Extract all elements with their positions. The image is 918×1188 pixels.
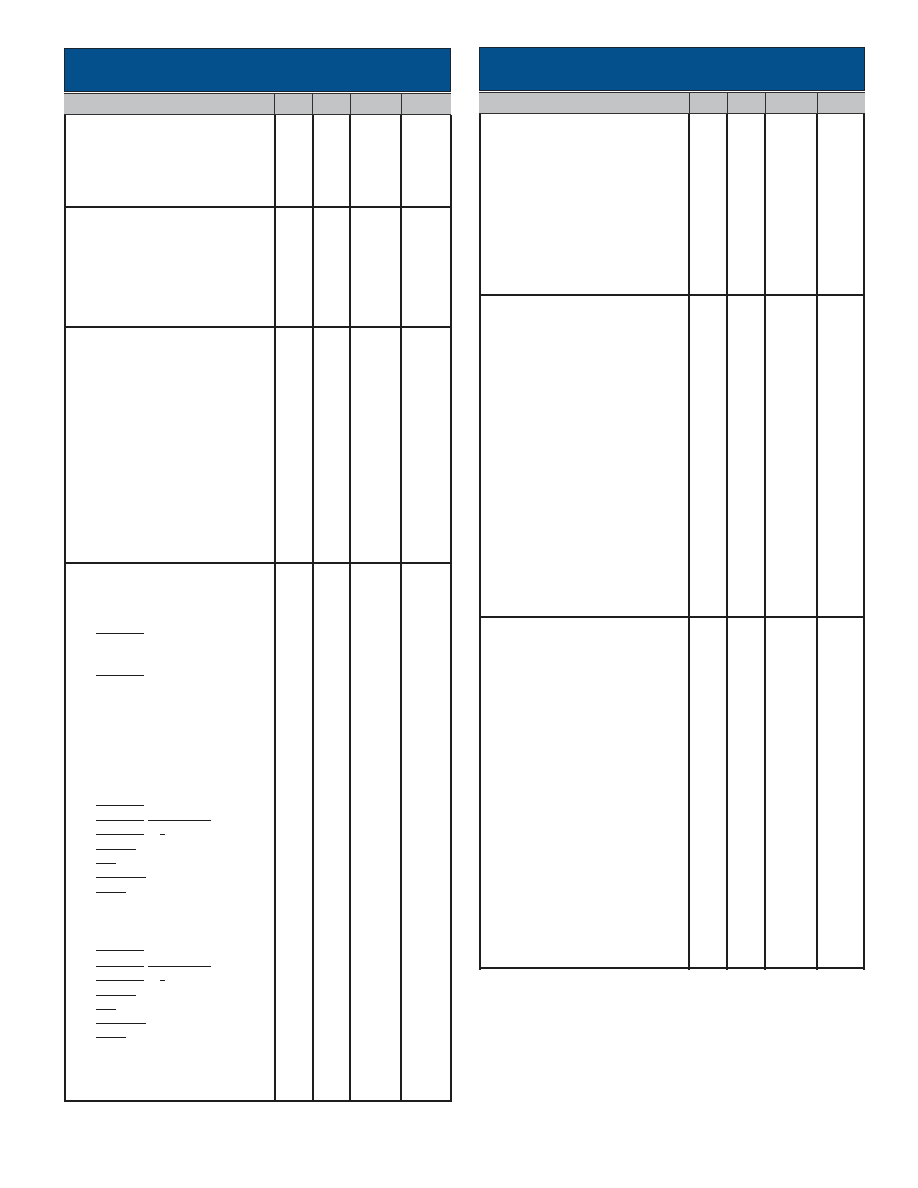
right-col-divider-3	[764, 114, 766, 970]
right-table-title-bar	[479, 47, 865, 91]
right-col-divider-2	[726, 114, 728, 970]
right-table-header	[479, 92, 865, 114]
right-header-col-2	[689, 93, 727, 113]
right-table-right-border	[863, 114, 865, 970]
right-row-divider-1	[479, 294, 865, 296]
right-header-col-5	[817, 93, 865, 113]
right-table-bottom-border	[479, 967, 865, 969]
right-header-col-4	[765, 93, 817, 113]
right-header-col-3	[727, 93, 765, 113]
right-row-divider-2	[479, 616, 865, 618]
right-table-left-border	[479, 114, 481, 970]
right-col-divider-1	[688, 114, 690, 970]
right-header-col-1	[479, 93, 689, 113]
right-col-divider-4	[816, 114, 818, 970]
